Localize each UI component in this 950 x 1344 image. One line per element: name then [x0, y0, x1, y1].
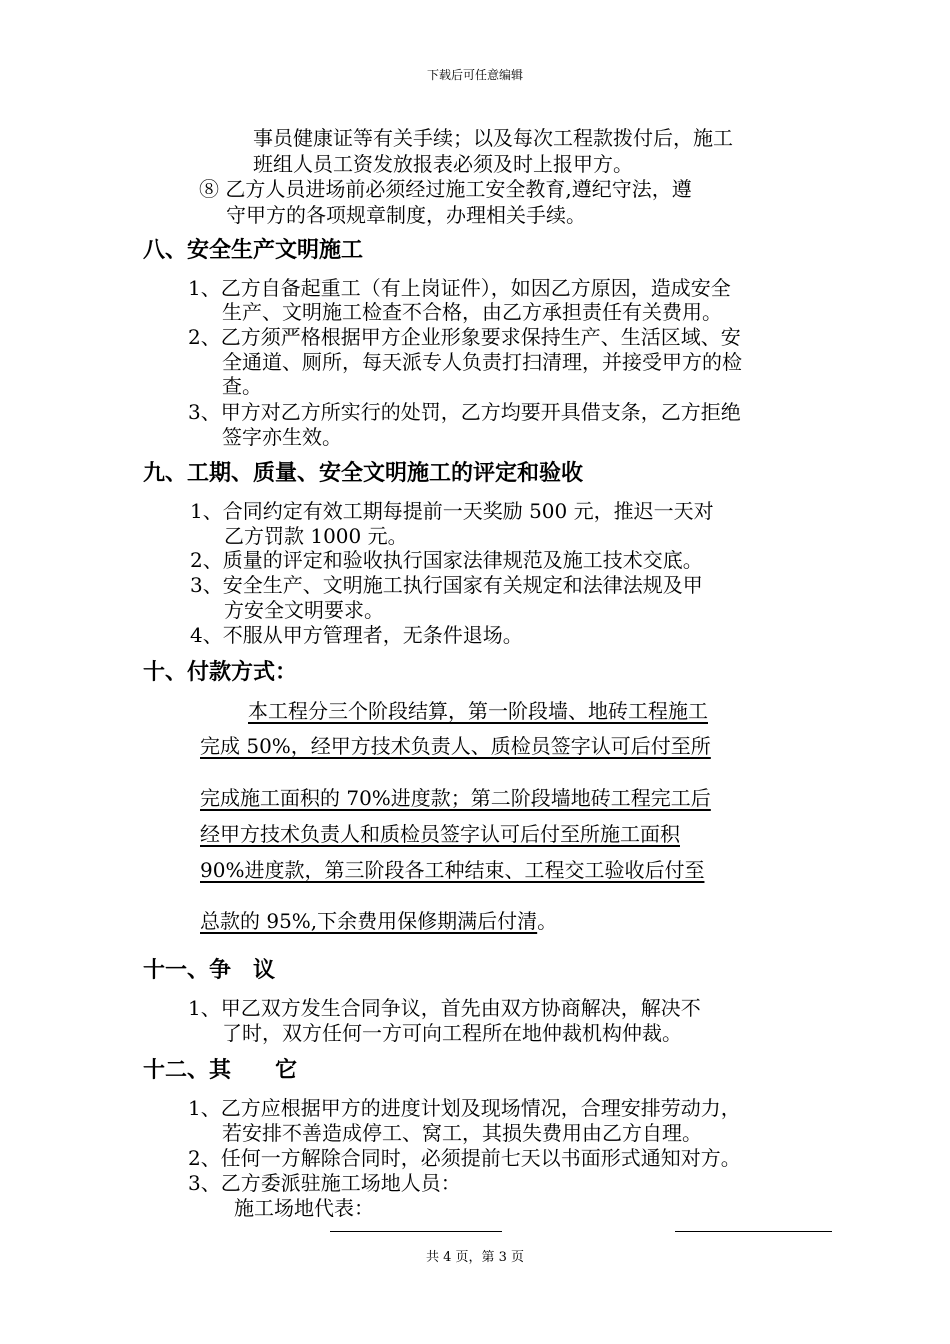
list-item-cont: 签字亦生效。 — [222, 425, 342, 449]
list-item: 3、甲方对乙方所实行的处罚，乙方均要开具借支条，乙方拒绝 — [188, 400, 741, 424]
list-item-cont: 了时，双方任何一方可向工程所在地仲裁机构仲裁。 — [222, 1021, 682, 1045]
payment-line: 90%进度款，第三阶段各工种结束、工程交工验收后付至 — [200, 858, 705, 882]
intro-line: 事员健康证等有关手续；以及每次工程款拨付后，施工 — [253, 126, 733, 150]
intro-item-8: ⑧ 乙方人员进场前必须经过施工安全教育,遵纪守法，遵 — [199, 177, 692, 201]
intro-item-8-cont: 守甲方的各项规章制度，办理相关手续。 — [226, 203, 586, 227]
payment-line: 完成施工面积的 70%进度款；第二阶段墙地砖工程完工后 — [200, 786, 711, 810]
list-item-cont: 方安全文明要求。 — [224, 598, 384, 622]
payment-line: 本工程分三个阶段结算，第一阶段墙、地砖工程施工 — [248, 699, 708, 723]
section-10-title: 十、付款方式： — [143, 660, 298, 685]
page-header: 下载后可任意编辑 — [426, 68, 523, 82]
list-item: 1、乙方自备起重工（有上岗证件），如因乙方原因，造成安全 — [188, 276, 731, 300]
list-item: 1、乙方应根据甲方的进度计划及现场情况，合理安排劳动力， — [188, 1096, 741, 1120]
list-item: 4、不服从甲方管理者，无条件退场。 — [190, 623, 523, 647]
section-9-title: 九、工期、质量、安全文明施工的评定和验收 — [143, 461, 584, 486]
section-8-title: 八、安全生产文明施工 — [143, 238, 364, 263]
list-item: 2、乙方须严格根据甲方企业形象要求保持生产、生活区域、安 — [188, 325, 741, 349]
payment-text: 总款的 95%,下余费用保修期满后付清 — [200, 909, 538, 933]
signature-line — [675, 1231, 832, 1232]
payment-end-mark: 。 — [537, 909, 558, 933]
list-item: 3、乙方委派驻施工场地人员： — [188, 1171, 461, 1195]
section-11-title: 十一、争 议 — [143, 958, 276, 983]
list-item-cont: 全通道、厕所，每天派专人负责打扫清理，并接受甲方的检 — [222, 350, 742, 374]
signature-line — [330, 1231, 502, 1232]
list-item: 1、甲乙双方发生合同争议，首先由双方协商解决，解决不 — [188, 996, 701, 1020]
list-item-cont: 查。 — [222, 374, 262, 398]
list-item: 3、安全生产、文明施工执行国家有关规定和法律法规及甲 — [190, 573, 703, 597]
section-12-title: 十二、其 它 — [143, 1058, 298, 1083]
site-representative-label: 施工场地代表： — [234, 1196, 374, 1220]
list-item: 1、合同约定有效工期每提前一天奖励 500 元，推迟一天对 — [190, 499, 714, 523]
payment-line: 经甲方技术负责人和质检员签字认可后付至所施工面积 — [200, 822, 680, 846]
payment-line-last — [200, 908, 557, 934]
list-item-cont: 生产、文明施工检查不合格，由乙方承担责任有关费用。 — [222, 300, 722, 324]
list-item-cont: 乙方罚款 1000 元。 — [224, 524, 408, 548]
payment-line: 完成 50%，经甲方技术负责人、质检员签字认可后付至所 — [200, 734, 711, 758]
intro-line: 班组人员工资发放报表必须及时上报甲方。 — [253, 152, 633, 176]
page-footer: 共 4 页，第 3 页 — [425, 1250, 525, 1265]
list-item: 2、质量的评定和验收执行国家法律规范及施工技术交底。 — [190, 548, 703, 572]
list-item: 2、任何一方解除合同时，必须提前七天以书面形式通知对方。 — [188, 1146, 741, 1170]
list-item-cont: 若安排不善造成停工、窝工，其损失费用由乙方自理。 — [222, 1121, 702, 1145]
